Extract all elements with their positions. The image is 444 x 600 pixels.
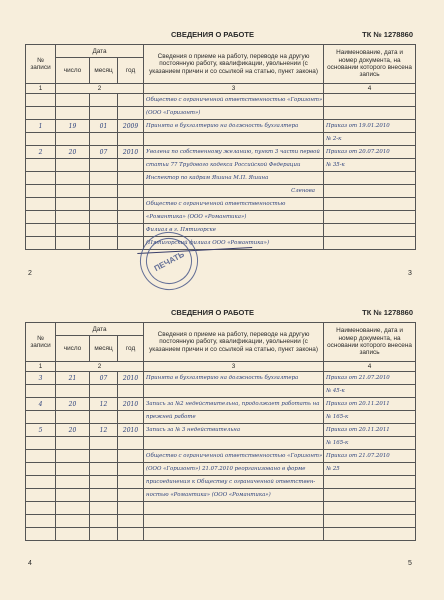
col-month: месяц [90,336,118,362]
cell-record-number [26,450,56,463]
cell-record-number [26,133,56,146]
cell-record-number [26,528,56,541]
table-row [26,528,416,541]
col-index-2: 2 [56,362,144,372]
cell-day [56,437,90,450]
table-row [26,198,416,211]
col-index-2: 2 [56,84,144,94]
cell-document: Приказ от 21.07.2010 [324,450,416,463]
cell-record-number [26,515,56,528]
col-info: Сведения о приеме на работу, переводе на другую постоянную работу, квалификации, увольнении (с указанием причин и со ссылкой на статью, пункт закона) [144,323,324,362]
cell-info: прежней работе [144,411,324,424]
cell-record-number [26,489,56,502]
cell-record-number [26,437,56,450]
table-row [26,489,416,502]
page-number-2: 2 [28,270,32,277]
table-row [26,211,416,224]
cell-year: 2010 [118,146,144,159]
cell-document [324,528,416,541]
cell-record-number [26,172,56,185]
cell-record-number [26,107,56,120]
cell-document [324,476,416,489]
cell-day [56,198,90,211]
cell-month [90,502,118,515]
cell-info [144,437,324,450]
table-row [26,476,416,489]
cell-document: № 25 [324,463,416,476]
cell-day [56,411,90,424]
bottom-work-table [25,322,415,541]
table-row [26,411,416,424]
cell-year [118,411,144,424]
cell-record-number: 3 [26,372,56,385]
cell-record-number [26,159,56,172]
cell-month [90,515,118,528]
cell-document: Приказ от 20.11.2011 [324,398,416,411]
cell-document: Приказ от 20.11.2011 [324,424,416,437]
cell-month [90,463,118,476]
cell-day [56,385,90,398]
cell-info: Запись за № 3 недействительна [144,424,324,437]
cell-day: 20 [56,146,90,159]
top-page-title: СВЕДЕНИЯ О РАБОТЕ [171,30,254,39]
cell-document [324,502,416,515]
col-index-1: 1 [26,362,56,372]
cell-month [90,224,118,237]
cell-day [56,502,90,515]
cell-record-number [26,411,56,424]
cell-record-number [26,211,56,224]
table-row [26,385,416,398]
cell-day [56,172,90,185]
cell-year [118,185,144,198]
cell-year: 2009 [118,120,144,133]
cell-document [324,172,416,185]
cell-document [324,515,416,528]
page-number-3: 3 [408,270,412,277]
cell-info: Принята в бухгалтерию на должность бухгалтера [144,120,324,133]
cell-info [144,528,324,541]
col-index-3: 3 [144,84,324,94]
top-page-header [25,30,415,42]
col-date: Дата [56,45,144,58]
cell-month [90,437,118,450]
cell-document [324,489,416,502]
table-row [26,94,416,107]
table-row [26,463,416,476]
cell-month: 12 [90,424,118,437]
col-index-1: 1 [26,84,56,94]
cell-year [118,437,144,450]
cell-month: 01 [90,120,118,133]
cell-year [118,107,144,120]
cell-year [118,224,144,237]
stamp-text: ПЕЧАТЬ [152,249,186,273]
cell-year [118,450,144,463]
cell-document [324,224,416,237]
table-row [26,146,416,159]
top-work-table [25,44,415,273]
cell-month: 07 [90,146,118,159]
cell-document [324,198,416,211]
cell-document: № 165-к [324,411,416,424]
cell-document: Приказ от 20.07.2010 [324,146,416,159]
cell-year [118,133,144,146]
cell-year [118,211,144,224]
cell-month [90,489,118,502]
cell-month [90,211,118,224]
cell-record-number: 4 [26,398,56,411]
cell-day [56,224,90,237]
cell-info: статьи 77 Трудового кодекса Российской Федерации [144,159,324,172]
cell-record-number [26,237,56,250]
table-row [26,172,416,185]
col-index-4: 4 [324,362,416,372]
cell-record-number: 2 [26,146,56,159]
col-info: Сведения о приеме на работу, переводе на другую постоянную работу, квалификации, увольнении (с указанием причин и со ссылкой на статью, пункт закона) [144,45,324,84]
cell-day [56,211,90,224]
col-record-number: № записи [26,45,56,84]
cell-year [118,502,144,515]
cell-month [90,385,118,398]
table-row [26,398,416,411]
cell-info: ностью «Романтика» (ООО «Романтика») [144,489,324,502]
col-document: Наименование, дата и номер документа, на основании которого внесена запись [324,45,416,84]
cell-record-number: 1 [26,120,56,133]
cell-info: (ООО «Горизонт») [144,107,324,120]
table-row [26,159,416,172]
col-index-4: 4 [324,84,416,94]
cell-month [90,411,118,424]
cell-document: Приказ от 19.01.2010 [324,120,416,133]
cell-day [56,94,90,107]
bottom-tk-number: ТК № 1278860 [362,308,413,317]
cell-record-number [26,185,56,198]
cell-document [324,237,416,250]
cell-year [118,172,144,185]
cell-info: присоединения к Обществу с ограниченной ответствен- [144,476,324,489]
cell-document: Приказ от 21.07.2010 [324,372,416,385]
cell-year [118,515,144,528]
cell-day [56,463,90,476]
cell-year [118,385,144,398]
cell-month [90,133,118,146]
cell-record-number [26,502,56,515]
cell-day [56,489,90,502]
cell-document: № 35-к [324,159,416,172]
table-row [26,424,416,437]
cell-day: 21 [56,372,90,385]
cell-day: 20 [56,424,90,437]
cell-info: Запись за №2 недействительна, продолжает работать на [144,398,324,411]
page-number-5: 5 [408,560,412,567]
cell-info: Общество с ограниченной ответственностью «Горизонт» [144,94,324,107]
cell-document [324,107,416,120]
col-month: месяц [90,58,118,84]
table-row [26,450,416,463]
table-row [26,120,416,133]
cell-record-number [26,94,56,107]
cell-day: 19 [56,120,90,133]
cell-year [118,489,144,502]
table-row [26,185,416,198]
cell-year [118,463,144,476]
table-row [26,107,416,120]
cell-info: (ООО «Горизонт») 21.07.2010 реорганизовано в форме [144,463,324,476]
cell-day [56,107,90,120]
col-year: год [118,336,144,362]
cell-info: Общество с ограниченной ответственностью «Горизонт» [144,450,324,463]
cell-year: 2010 [118,372,144,385]
cell-month: 12 [90,398,118,411]
col-index-3: 3 [144,362,324,372]
cell-day: 20 [56,398,90,411]
cell-info [144,133,324,146]
cell-info: «Романтика» (ООО «Романтика») [144,211,324,224]
cell-record-number [26,385,56,398]
bottom-page-header [25,308,415,320]
cell-year [118,476,144,489]
col-day: число [56,336,90,362]
cell-info: Общество с ограниченной ответственностью [144,198,324,211]
cell-day [56,185,90,198]
bottom-page-title: СВЕДЕНИЯ О РАБОТЕ [171,308,254,317]
table-row [26,224,416,237]
cell-record-number [26,224,56,237]
top-tk-number: ТК № 1278860 [362,30,413,39]
cell-month [90,476,118,489]
cell-year [118,94,144,107]
cell-record-number [26,476,56,489]
page-number-4: 4 [28,560,32,567]
cell-record-number: 5 [26,424,56,437]
cell-month [90,94,118,107]
cell-month [90,528,118,541]
cell-day [56,515,90,528]
col-document: Наименование, дата и номер документа, на основании которого внесена запись [324,323,416,362]
table-row [26,502,416,515]
table-row [26,372,416,385]
cell-record-number [26,463,56,476]
cell-month [90,450,118,463]
cell-year: 2010 [118,424,144,437]
cell-month: 07 [90,372,118,385]
cell-document: № 45-к [324,385,416,398]
cell-document: № 165-к [324,437,416,450]
cell-info [144,515,324,528]
table-row [26,515,416,528]
cell-document: № 2-к [324,133,416,146]
table-row [26,133,416,146]
cell-year: 2010 [118,398,144,411]
table-row [26,437,416,450]
cell-year [118,528,144,541]
cell-document [324,211,416,224]
cell-info: Филиал в г. Пятигорске [144,224,324,237]
cell-info: Уволена по собственному желанию, пункт 3 части первой [144,146,324,159]
cell-info [144,385,324,398]
cell-month [90,185,118,198]
cell-day [56,159,90,172]
col-year: год [118,58,144,84]
cell-month [90,172,118,185]
cell-info [144,502,324,515]
cell-document [324,185,416,198]
col-date: Дата [56,323,144,336]
cell-day [56,237,90,250]
cell-month [90,159,118,172]
cell-info: (Пятигорский филиал ООО «Романтика») [144,237,324,250]
cell-day [56,476,90,489]
cell-record-number [26,198,56,211]
cell-day [56,450,90,463]
cell-month [90,107,118,120]
cell-info: Инспектор по кадрам Яшина М.П. Яшина [144,172,324,185]
cell-day [56,528,90,541]
cell-month [90,237,118,250]
cell-info: Сленова [144,185,324,198]
cell-year [118,198,144,211]
cell-day [56,133,90,146]
cell-document [324,94,416,107]
col-day: число [56,58,90,84]
col-record-number: № записи [26,323,56,362]
cell-info: Принята в бухгалтерию на должность бухгалтера [144,372,324,385]
cell-month [90,198,118,211]
cell-year [118,159,144,172]
